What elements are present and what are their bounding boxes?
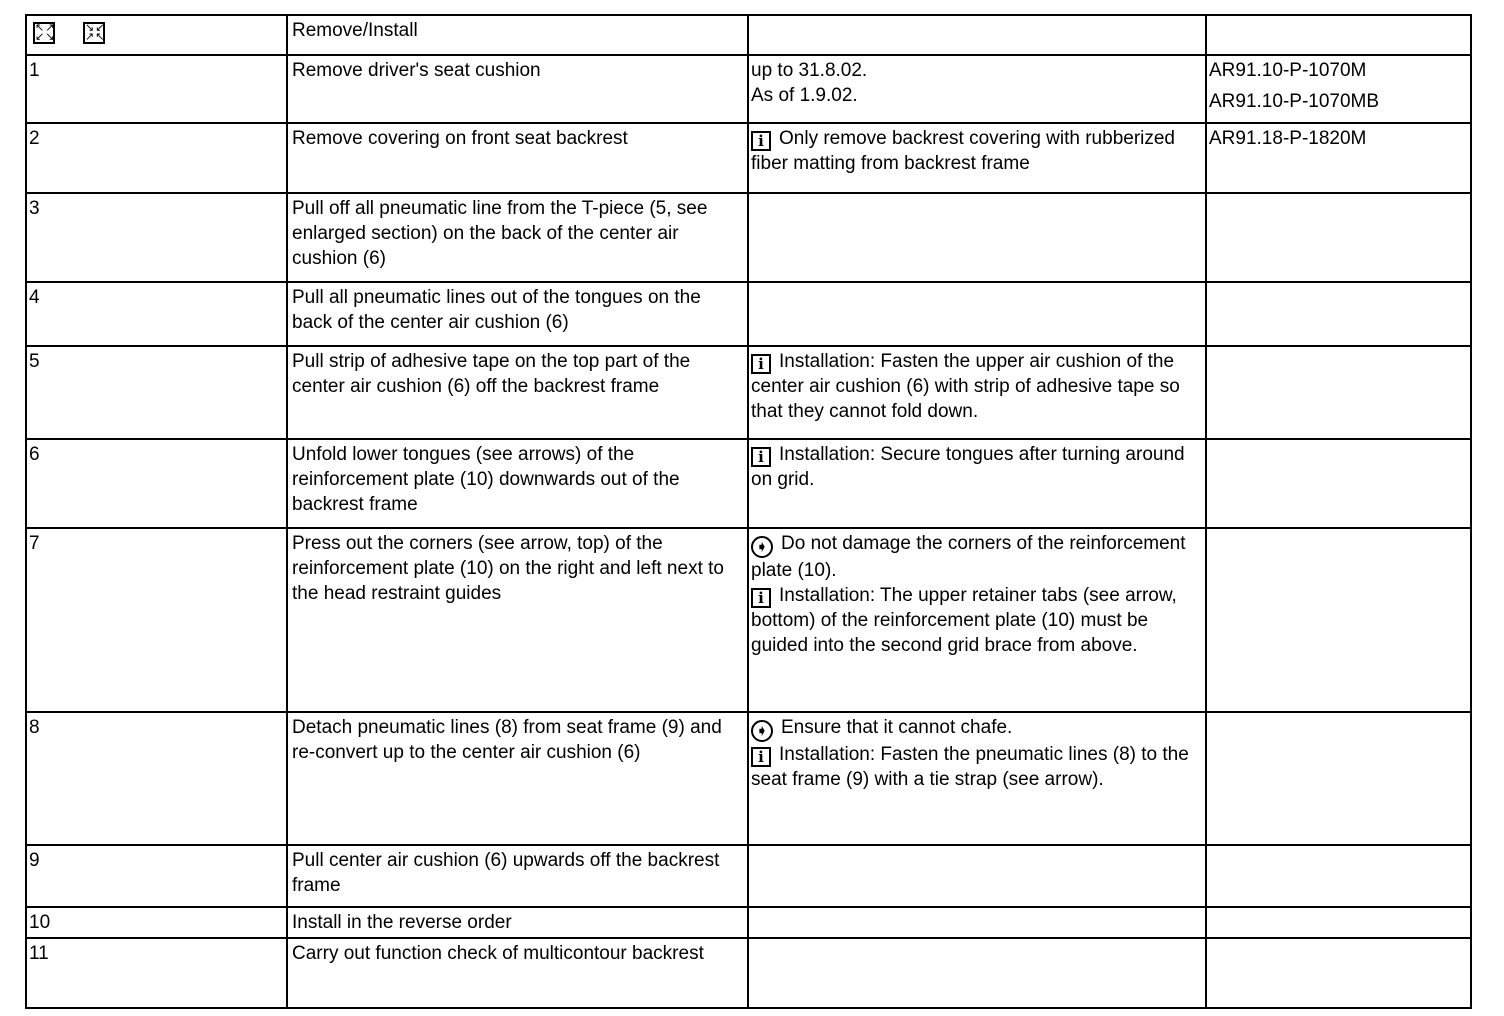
notes-cell: [748, 123, 1206, 193]
note: [751, 83, 1201, 108]
note-text: Installation: Fasten the pneumatic lines (8) to the seat frame (9) with a tie strap (see arrow).: [751, 744, 1189, 790]
step-number: 8: [26, 712, 287, 845]
note: [751, 349, 1201, 424]
notes-cell: [748, 907, 1206, 938]
step-number: 1: [26, 55, 287, 123]
notes-cell: [748, 282, 1206, 346]
table-row: [26, 193, 1471, 282]
action-text: Pull all pneumatic lines out of the tongues on the back of the center air cushion (6): [287, 282, 748, 346]
procedure-table: [25, 14, 1472, 1009]
table-row: [26, 712, 1471, 845]
header-title: Remove/Install: [287, 15, 748, 55]
table-row: [26, 528, 1471, 712]
reference-link[interactable]: AR91.18-P-1820M: [1209, 128, 1367, 149]
note: [751, 58, 1201, 83]
note: [751, 126, 1201, 176]
header-row: [26, 15, 1471, 55]
warning-icon: ➧: [751, 720, 773, 742]
note-text: As of 1.9.02.: [751, 85, 858, 106]
reference-cell: [1206, 346, 1471, 439]
action-text: Pull off all pneumatic line from the T-piece (5, see enlarged section) on the back of the center air cushion (6): [287, 193, 748, 282]
step-number: 10: [26, 907, 287, 938]
notes-cell: [748, 55, 1206, 123]
reference-cell: [1206, 712, 1471, 845]
reference-cell: [1206, 938, 1471, 1008]
note: [751, 742, 1201, 792]
warning-icon: ➧: [751, 536, 773, 558]
step-number: 6: [26, 439, 287, 528]
step-number: 4: [26, 282, 287, 346]
note-text: Only remove backrest covering with rubberized fiber matting from backrest frame: [751, 128, 1176, 174]
reference-cell: [1206, 528, 1471, 712]
note-text: up to 31.8.02.: [751, 60, 868, 81]
note-text: Do not damage the corners of the reinforcement plate (10).: [751, 533, 1186, 581]
info-icon: i: [751, 447, 771, 467]
notes-cell: [748, 528, 1206, 712]
table-row: [26, 845, 1471, 907]
note-text: Ensure that it cannot chafe.: [781, 717, 1013, 738]
step-number: 3: [26, 193, 287, 282]
table-row: [26, 938, 1471, 1008]
note: [751, 715, 1201, 742]
reference-cell: [1206, 193, 1471, 282]
info-icon: i: [751, 747, 771, 767]
note-text: Installation: The upper retainer tabs (see arrow, bottom) of the reinforcement plate (10) must be guided into the second grid brace from above.: [751, 585, 1177, 656]
action-text: Remove covering on front seat backrest: [287, 123, 748, 193]
note: [751, 583, 1201, 658]
notes-cell: [748, 845, 1206, 907]
table-row: [26, 55, 1471, 123]
info-icon: i: [751, 354, 771, 374]
step-number: 7: [26, 528, 287, 712]
note-text: Installation: Fasten the upper air cushion of the center air cushion (6) with strip of adhesive tape so that they cannot fold down.: [751, 351, 1180, 422]
step-number: 5: [26, 346, 287, 439]
action-text: Detach pneumatic lines (8) from seat frame (9) and re-convert up to the center air cushion (6): [287, 712, 748, 845]
reference-cell: [1206, 439, 1471, 528]
table-row: [26, 907, 1471, 938]
action-text: Press out the corners (see arrow, top) of the reinforcement plate (10) on the right and left next to the head restraint guides: [287, 528, 748, 712]
note: [751, 442, 1201, 492]
notes-cell: [748, 193, 1206, 282]
table-row: [26, 282, 1471, 346]
info-icon: i: [751, 588, 771, 608]
notes-cell: [748, 439, 1206, 528]
info-icon: i: [751, 131, 771, 151]
action-text: Pull strip of adhesive tape on the top part of the center air cushion (6) off the backrest frame: [287, 346, 748, 439]
notes-cell: [748, 346, 1206, 439]
reference-cell: [1206, 907, 1471, 938]
note-text: Installation: Secure tongues after turning around on grid.: [751, 444, 1185, 490]
note: [751, 531, 1201, 583]
notes-cell: [748, 938, 1206, 1008]
action-text: Pull center air cushion (6) upwards off the backrest frame: [287, 845, 748, 907]
table-row: [26, 346, 1471, 439]
step-number: 9: [26, 845, 287, 907]
action-text: Unfold lower tongues (see arrows) of the reinforcement plate (10) downwards out of the backrest frame: [287, 439, 748, 528]
expand-icon[interactable]: ↖↗ ↙↘: [35, 22, 56, 43]
notes-cell: [748, 712, 1206, 845]
step-number: 11: [26, 938, 287, 1008]
reference-cell: [1206, 123, 1471, 193]
reference-cell: [1206, 282, 1471, 346]
collapse-icon[interactable]: ↘↙ ↗↖: [85, 22, 106, 43]
reference-link[interactable]: AR91.10-P-1070MB: [1209, 91, 1380, 112]
action-text: Install in the reverse order: [287, 907, 748, 938]
table-row: [26, 439, 1471, 528]
action-text: Carry out function check of multicontour backrest: [287, 938, 748, 1008]
reference-cell: [1206, 845, 1471, 907]
reference-link[interactable]: AR91.10-P-1070M: [1209, 60, 1367, 81]
action-text: Remove driver's seat cushion: [287, 55, 748, 123]
table-row: [26, 123, 1471, 193]
reference-cell: [1206, 55, 1471, 123]
step-number: 2: [26, 123, 287, 193]
